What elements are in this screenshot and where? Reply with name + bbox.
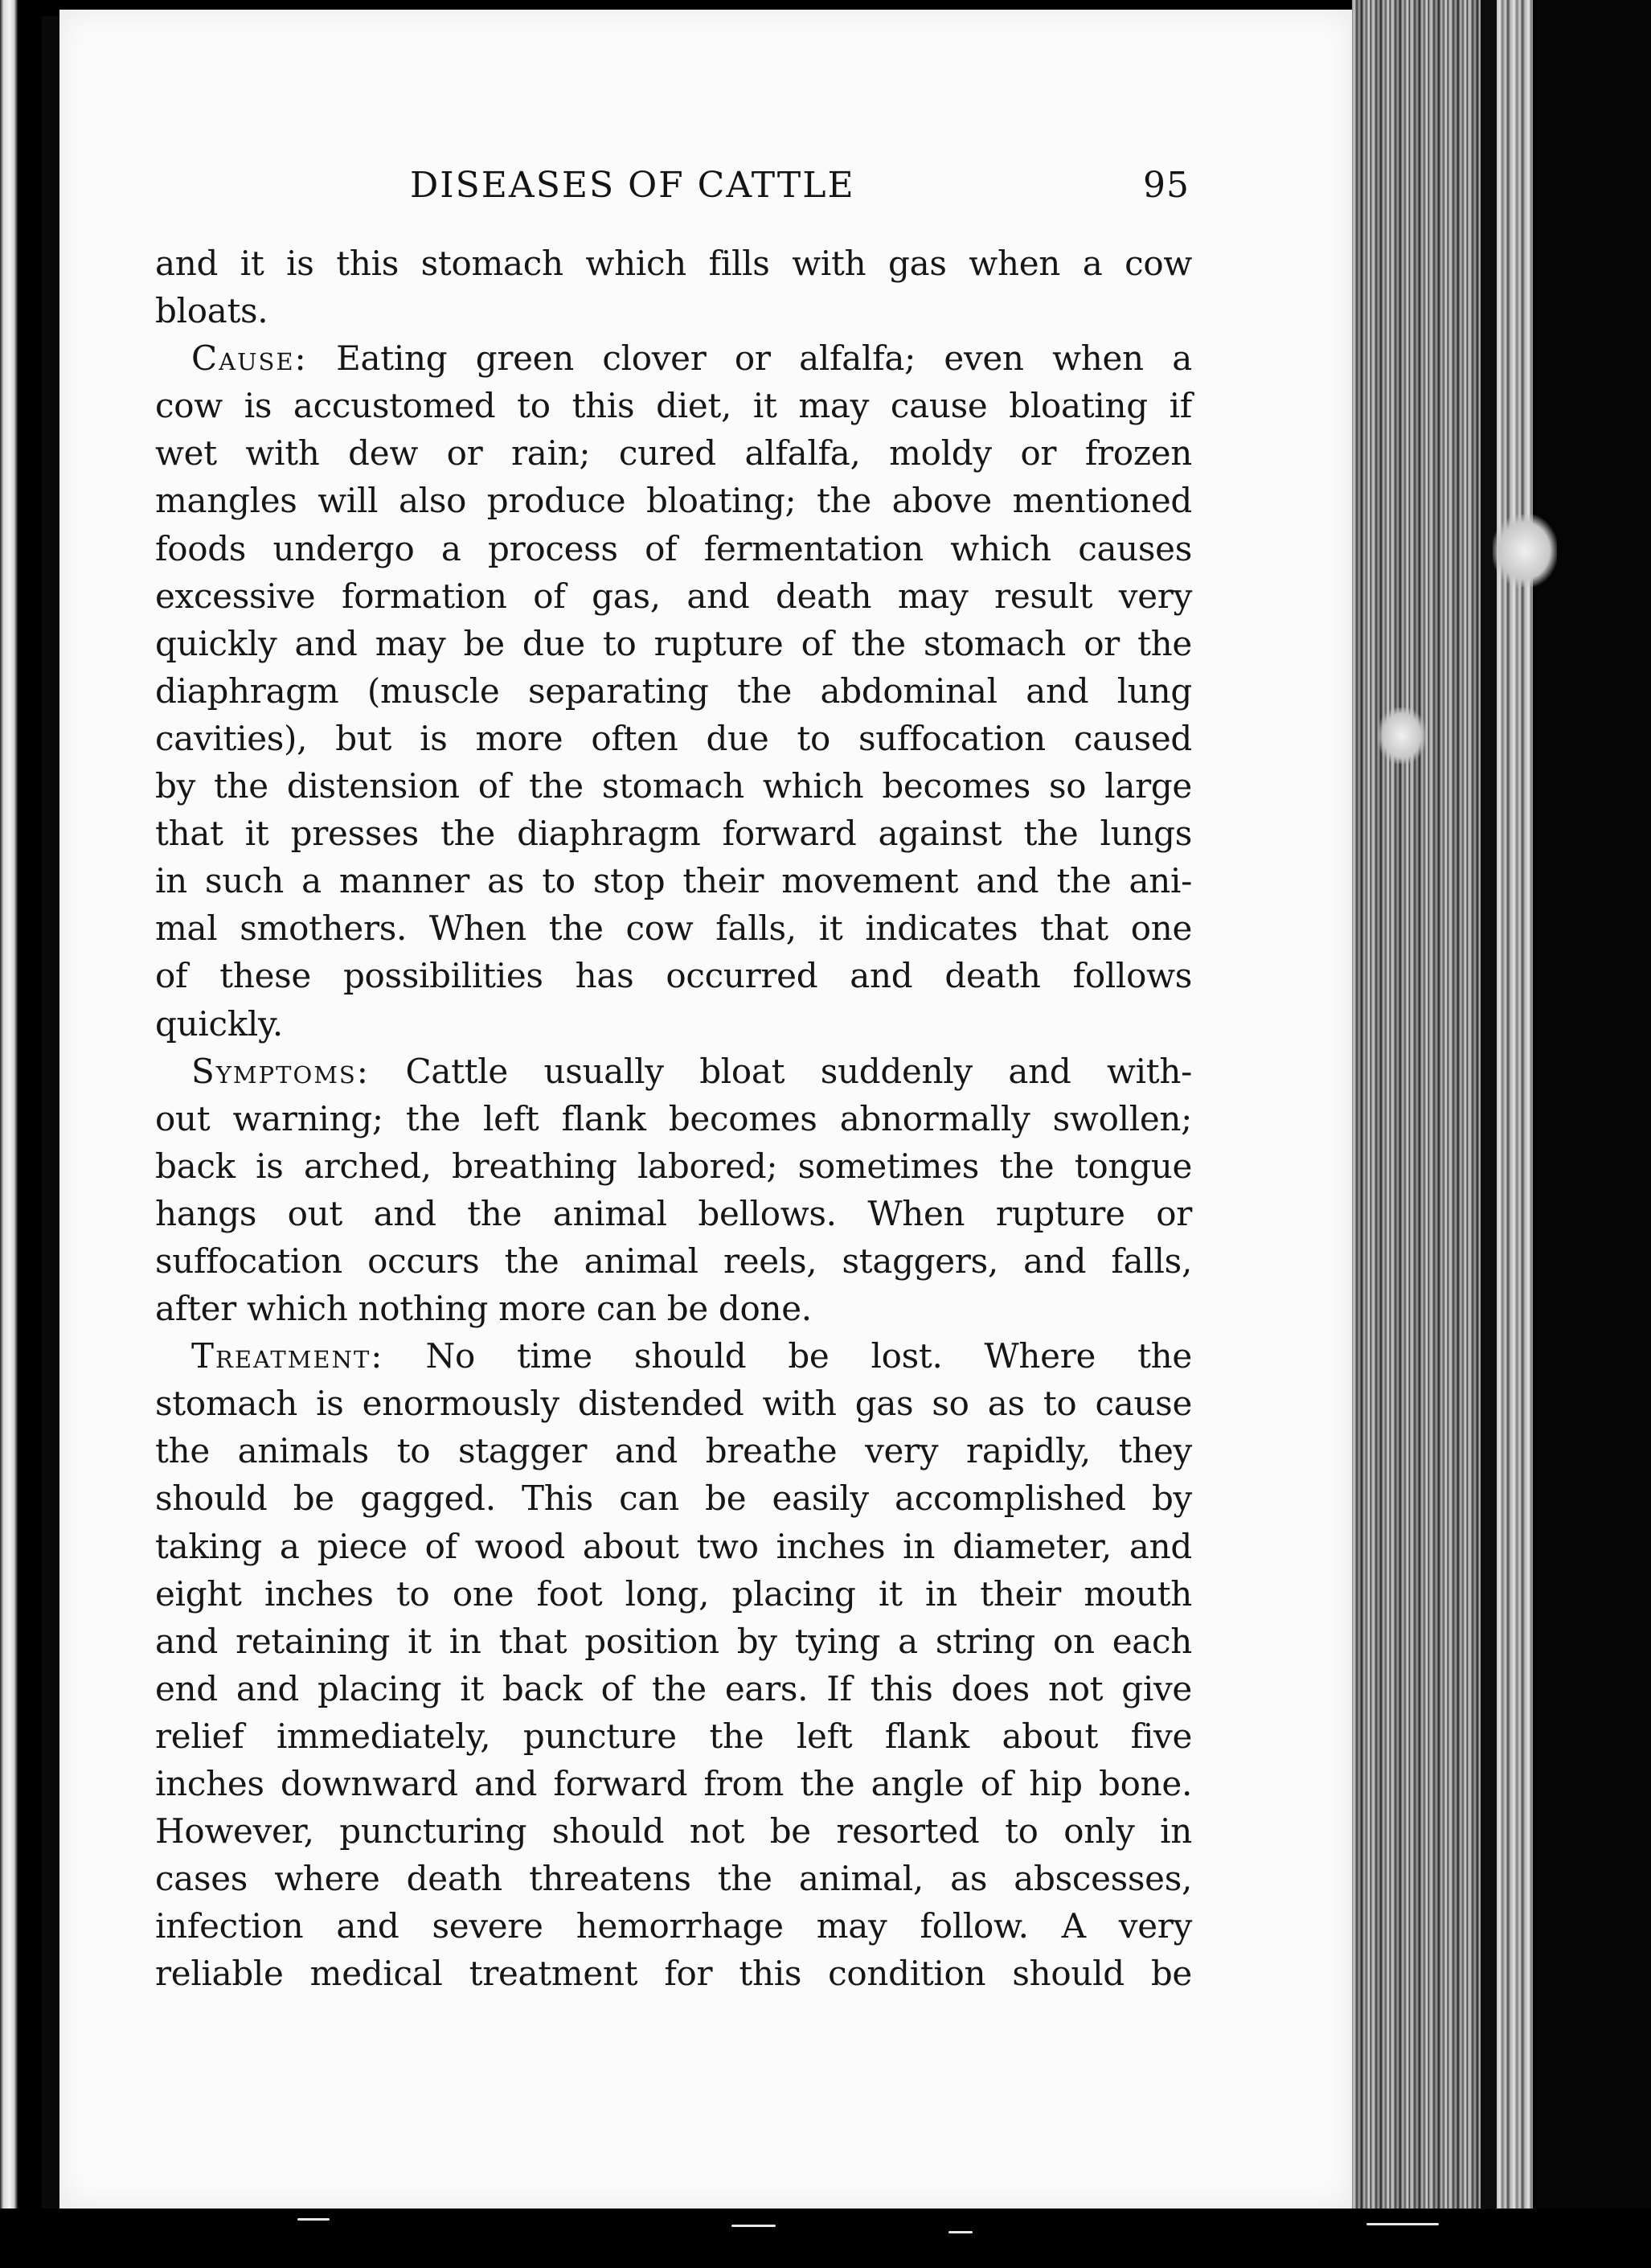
page-edges-texture-outer: [1497, 0, 1533, 2235]
text-line: that it presses the diaphragm forward against the lungs: [155, 814, 1192, 854]
text-line: excessive formation of gas, and death may result very: [155, 576, 1192, 616]
running-head-title: DISEASES OF CATTLE: [410, 165, 855, 206]
text-line: back is arched, breathing labored; sometimes the tongue: [155, 1146, 1192, 1186]
section-lead-cause: Cause:: [191, 338, 308, 379]
text-line: reliable medical treatment for this condition should be: [155, 1954, 1192, 1994]
edge-smudge: [1378, 707, 1426, 764]
running-head: [410, 165, 1190, 213]
text-line: However, puncturing should not be resorted to only in: [155, 1811, 1192, 1852]
text-line: cases where death threatens the animal, as abscesses,: [155, 1859, 1192, 1899]
text-line: hangs out and the animal bellows. When rupture or: [155, 1193, 1192, 1233]
text-line: eight inches to one foot long, placing it in their mouth: [155, 1573, 1192, 1614]
text-line: should be gagged. This can be easily accomplished by: [155, 1479, 1192, 1519]
text-line: cavities), but is more often due to suffocation caused: [155, 718, 1192, 758]
text-line: relief immediately, puncture the left flank about five: [155, 1716, 1192, 1756]
text-line: and retaining it in that position by tying a string on each: [155, 1621, 1192, 1661]
text-line: the animals to stagger and breathe very rapidly, they: [155, 1431, 1192, 1471]
text-line: after which nothing more can be done.: [155, 1289, 812, 1329]
body-text: [155, 240, 1192, 1997]
page-edges-texture: [1352, 0, 1481, 2235]
section-lead-symptoms: Symptoms:: [191, 1051, 370, 1091]
text-line: cow is accustomed to this diet, it may cause bloating if: [155, 386, 1192, 426]
text-line: [155, 334, 1192, 382]
previous-page-edge: [0, 0, 18, 2268]
text-line: foods undergo a process of fermentation which causes: [155, 528, 1192, 568]
scan-speck: [948, 2231, 973, 2233]
text-line: inches downward and forward from the angle of hip bone.: [155, 1764, 1192, 1803]
text-line: end and placing it back of the ears. If this does not give: [155, 1668, 1192, 1708]
text-line: suffocation occurs the animal reels, staggers, and falls,: [155, 1241, 1192, 1281]
text-line: [155, 1048, 1192, 1095]
text-line: infection and severe hemorrhage may follow. A very: [155, 1906, 1192, 1946]
text-line: wet with dew or rain; cured alfalfa, moldy or frozen: [155, 433, 1192, 474]
text-run: Cattle usually bloat suddenly and with-: [405, 1051, 1193, 1091]
gutter-shadow: [1481, 0, 1497, 2235]
text-line: by the distension of the stomach which becomes so large: [155, 766, 1192, 806]
text-line: stomach is enormously distended with gas so as to cause: [155, 1384, 1192, 1424]
text-run: No time should be lost. Where the: [425, 1336, 1192, 1376]
text-line: bloats.: [155, 291, 268, 331]
text-line: quickly and may be due to rupture of the stomach or the: [155, 623, 1192, 663]
text-run: Eating green clover or alfalfa; even when a: [336, 338, 1192, 379]
scan-border-bottom: [0, 2209, 1651, 2268]
text-line: mangles will also produce bloating; the above mentioned: [155, 481, 1192, 521]
scan-speck: [1366, 2223, 1439, 2225]
text-line: [155, 1332, 1192, 1380]
page-number: 95: [1143, 165, 1190, 206]
text-line: of these possibilities has occurred and death follows: [155, 956, 1192, 996]
scan-speck: [297, 2218, 330, 2221]
text-line: diaphragm (muscle separating the abdominal and lung: [155, 671, 1192, 711]
text-line: out warning; the left flank becomes abnormally swollen;: [155, 1098, 1192, 1138]
text-line: mal smothers. When the cow falls, it indicates that one: [155, 908, 1192, 949]
scan-border-left: [42, 16, 59, 2211]
text-line: in such a manner as to stop their movement and the ani-: [155, 861, 1192, 901]
edge-smudge: [1493, 515, 1557, 587]
book-fore-edge: [1352, 0, 1651, 2268]
text-line: and it is this stomach which fills with gas when a cow: [155, 244, 1192, 283]
text-line: quickly.: [155, 1003, 283, 1044]
section-lead-treatment: Treatment:: [191, 1336, 384, 1376]
text-line: taking a piece of wood about two inches in diameter, and: [155, 1526, 1192, 1566]
scan-speck: [731, 2225, 776, 2227]
